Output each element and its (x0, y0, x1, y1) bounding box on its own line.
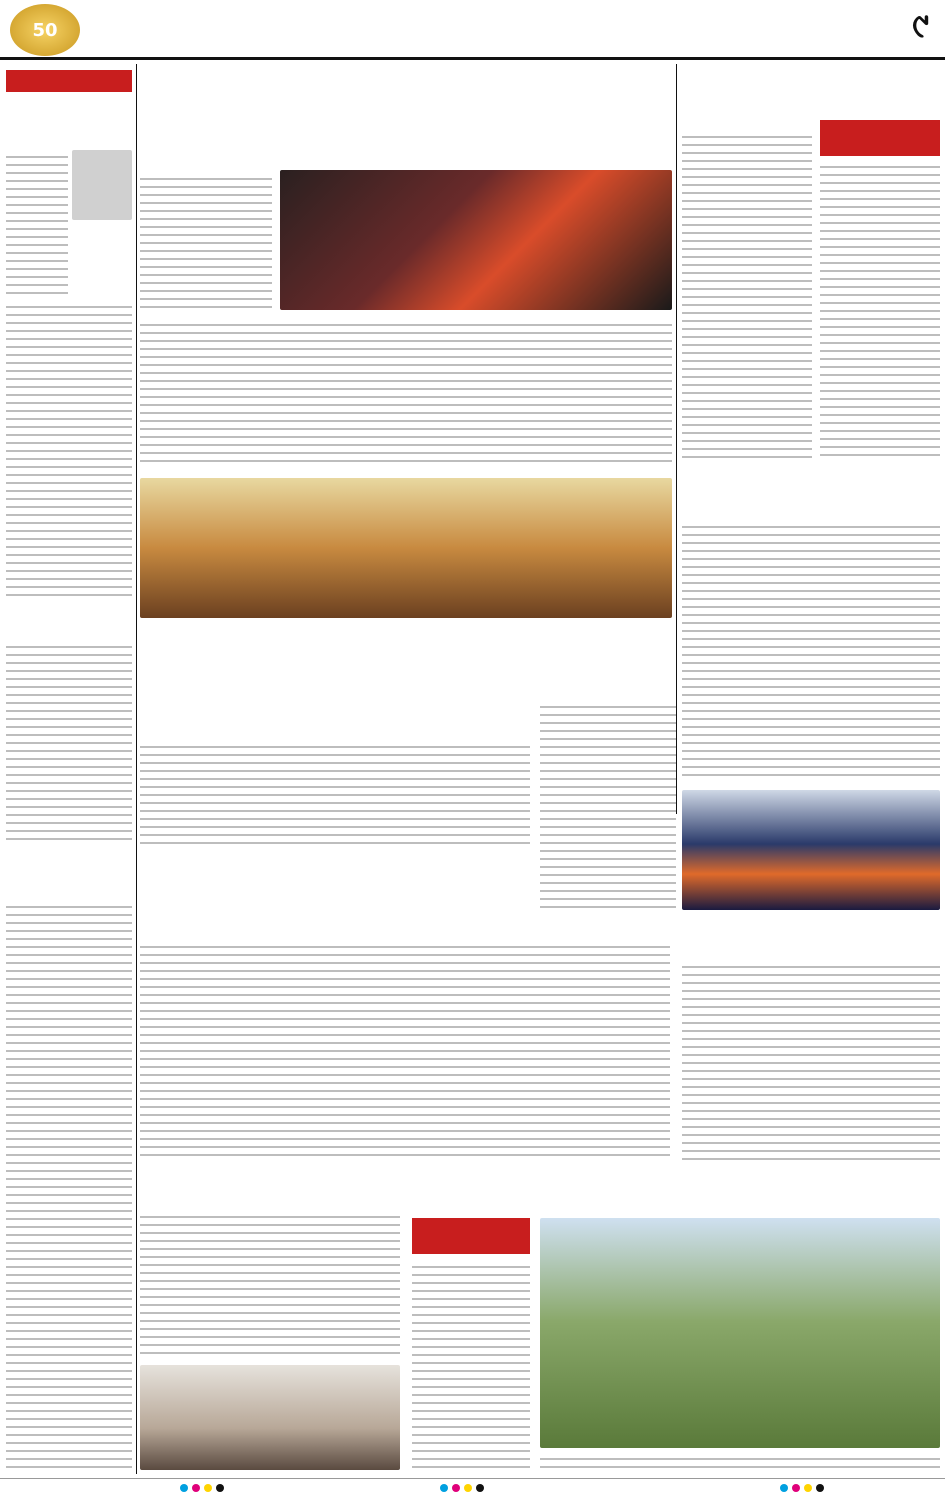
article-body (6, 900, 132, 1470)
registration-mark (204, 1484, 212, 1492)
article-body (540, 700, 676, 910)
event-stage-photo (140, 478, 672, 618)
deities-photo (280, 170, 672, 310)
briefs-tag (6, 70, 132, 92)
registration-mark (452, 1484, 460, 1492)
sub-tag (820, 120, 940, 156)
column-rule (136, 64, 137, 1474)
article-body (6, 640, 132, 840)
article-body (682, 130, 812, 460)
registration-mark (816, 1484, 824, 1492)
masthead (0, 0, 945, 60)
article-body (682, 520, 940, 780)
article-body (682, 960, 940, 1160)
registration-mark (804, 1484, 812, 1492)
logo-text: 50 (32, 19, 58, 41)
registration-mark (192, 1484, 200, 1492)
registration-mark (464, 1484, 472, 1492)
article-body (140, 172, 272, 312)
registration-mark (780, 1484, 788, 1492)
article-body (140, 940, 670, 1160)
registration-mark (216, 1484, 224, 1492)
registration-mark (792, 1484, 800, 1492)
registration-mark (440, 1484, 448, 1492)
article-body (140, 1210, 400, 1360)
registration-mark (476, 1484, 484, 1492)
article-body (820, 160, 940, 460)
anniversary-logo (10, 4, 80, 56)
portrait-photo (72, 150, 132, 220)
article-body (6, 150, 68, 295)
article-body (140, 740, 530, 850)
article-body (412, 1260, 530, 1470)
article-body (6, 300, 132, 600)
column-rule (676, 64, 677, 814)
page-number: ୯ (912, 6, 931, 46)
park-photo (540, 1218, 940, 1448)
article-body (540, 1452, 940, 1474)
article-body (140, 318, 672, 468)
registration-mark (180, 1484, 188, 1492)
sub-tag (412, 1218, 530, 1254)
yoga-photo (140, 1365, 400, 1470)
kabaddi-team-photo (682, 790, 940, 910)
